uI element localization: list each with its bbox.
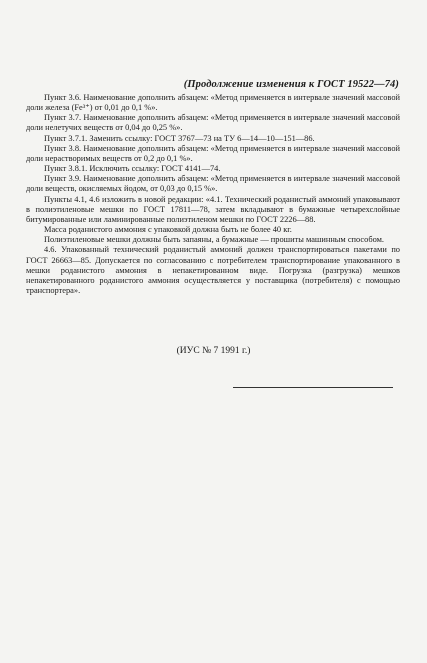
end-rule — [233, 387, 393, 388]
paragraph-bags: Полиэтиленовые мешки должны быть запаяны, а бумажные — прошиты машинным способом. — [44, 235, 385, 245]
ius-reference: (ИУС № 7 1991 г.) — [176, 346, 251, 356]
paragraph-4-6: 4.6. Упакованный технический роданистый аммоний должен транспортироваться пакетами по ГОСТ 26663—85. Допускается по согласованию с потребителем транспортирование упакованного в мешки роданистого аммония в непакетированном виде. Погрузка (разгрузка) мешков непакетированного роданистого аммония осуществляется у поставщика (потребителя) с помощью транспортера». — [26, 245, 400, 295]
paragraph-3-8: Пункт 3.8. Наименование дополнить абзацем: «Метод применяется в интервале значений массовой доли нерастворимых веществ от 0,2 до 0,1 %». — [26, 143, 400, 163]
paragraph-3-9: Пункт 3.9. Наименование дополнить абзацем: «Метод применяется в интервале значений массовой доли веществ, окисляемых йодом, от 0,03 до 0,15 %». — [26, 174, 400, 194]
paragraph-4-1: Пункты 4.1, 4.6 изложить в новой редакции: «4.1. Технический роданистый аммоний упаковывают в полиэтиленовые мешки по ГОСТ 17811—78, затем вкладывают в бумажные четырехслойные битумированные или ламинированные полиэтиленом мешки по ГОСТ 2226—88. — [26, 194, 400, 224]
paragraph-3-8-1: Пункт 3.8.1. Исключить ссылку: ГОСТ 4141—74. — [44, 164, 221, 174]
continuation-header: (Продолжение изменения к ГОСТ 19522—74) — [183, 79, 399, 90]
paragraph-mass: Масса роданистого аммония с упаковкой должна быть не более 40 кг. — [44, 225, 292, 235]
paragraph-3-7: Пункт 3.7. Наименование дополнить абзацем: «Метод применяется в интервале значений массовой доли нелетучих веществ от 0,04 до 0,25 %». — [26, 113, 400, 133]
paragraph-3-6: Пункт 3.6. Наименование дополнить абзацем: «Метод применяется в интервале значений массовой доли железа (Fe³⁺) от 0,01 до 0,1 %». — [26, 93, 400, 113]
paragraph-3-7-1: Пункт 3.7.1. Заменить ссылку: ГОСТ 3767—73 на ТУ 6—14—10—151—86. — [44, 133, 315, 143]
amendment-text — [26, 93, 400, 296]
